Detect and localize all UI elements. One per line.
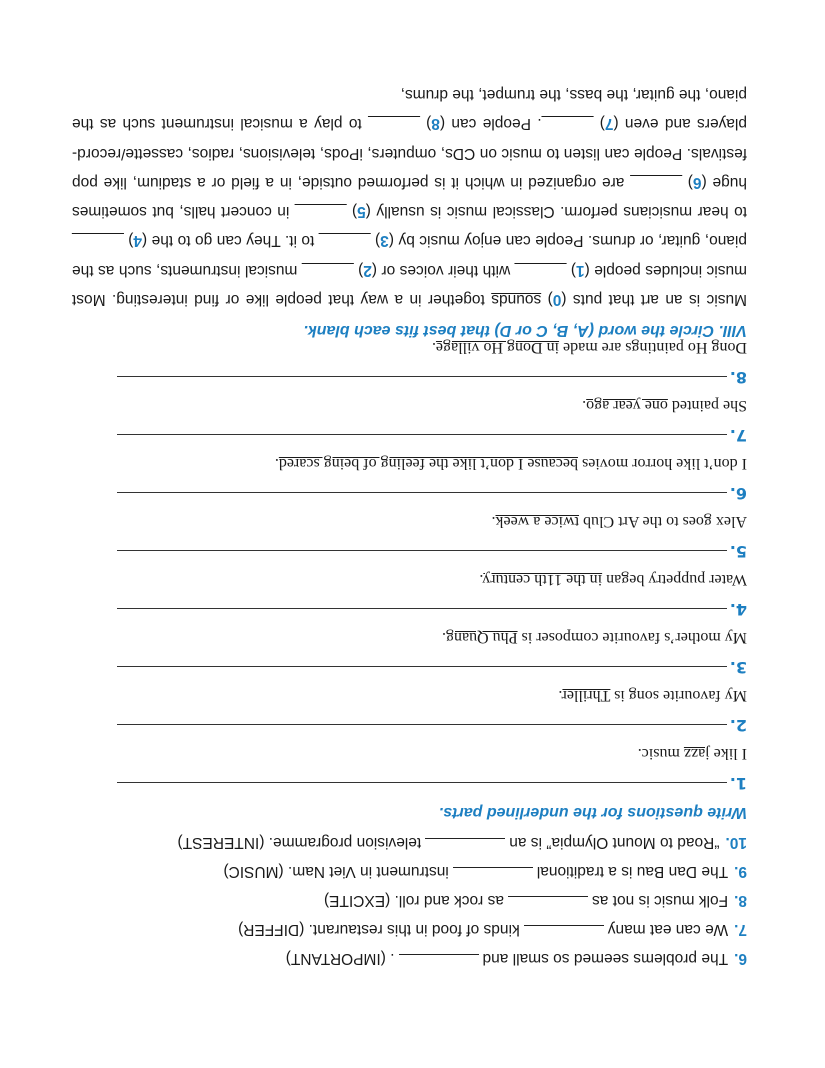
answer-line[interactable] [117, 492, 727, 494]
question-4: 4. Water puppetry began in the 11th century. [72, 564, 747, 622]
fill-item-6: 6.The problems seemed so small and. (IMPORTANT) [72, 944, 747, 973]
question-8: 8. Dong Ho paintings are made in Dong Ho village. [72, 332, 747, 390]
answer-line[interactable] [117, 782, 727, 784]
fill-item-8: 8.Folk music is not asas rock and roll. (EXCITE) [72, 886, 747, 915]
underlined-part: Thriller [562, 687, 611, 704]
fill-in-section [72, 828, 747, 973]
underlined-part: twice a week [495, 513, 580, 530]
questions-section [72, 332, 747, 828]
fill-item-10: 10.“Road to Mount Olympia” is antelevision programme. (INTEREST) [72, 828, 747, 857]
underlined-part: because I don’t like the feeling of being scared [278, 455, 578, 472]
answer-line[interactable] [117, 376, 727, 378]
question-5: 5. Alex goes to the Art Club twice a week. [72, 506, 747, 564]
answer-line[interactable] [117, 434, 727, 436]
answer-line[interactable] [117, 550, 727, 552]
underlined-part: in the 11th century [483, 571, 603, 588]
underlined-part: Phu Quang [446, 629, 518, 646]
fill-item-9: 9.The Dan Bau is a traditionalinstrument in Viet Nam. (MUSIC) [72, 857, 747, 886]
section-viii-heading: VIII. Circle the word (A, B, C or D) that best fits each blank. [303, 322, 747, 339]
answer-blank[interactable] [508, 896, 588, 913]
answer-line[interactable] [117, 724, 727, 726]
answer-blank[interactable] [399, 954, 479, 971]
question-2: 2. My favourite song is Thriller. [72, 680, 747, 738]
underlined-part: jazz [683, 745, 710, 762]
underlined-part: one year ago [586, 397, 668, 414]
question-7: 7. She painted one year ago. [72, 390, 747, 448]
question-3: 3. My mother’s favourite composer is Phu Quang. [72, 622, 747, 680]
music-passage: Music is an art that puts (0) sounds together in a way that people like or find interesting. Most music includes people (1) ______ with their voices or (2) ______ musical instruments, such as the piano, guitar, or drums. People can enjoy music by (3) ______ to it. They can go to the (4) ______ to hear musicians perform. Classical music is usually (5) ______ in concert halls, but sometimes huge (6) ______ are organized in which it is performed outside, in a field or a stadium, like pop festivals. People can listen to music on CDs, omputers, iPods, televisions, radios, cassette/record-players and even (7) ______. People can (8) ______ to play a musical instrument such as the piano, the guitar, the bass, the trumpet, the drums, [72, 85, 747, 308]
answer-line[interactable] [117, 666, 727, 668]
underlined-part: in Dong Ho village [435, 339, 560, 356]
answer-blank[interactable] [453, 867, 533, 884]
question-6: 6. I don’t like horror movies because I don’t like the feeling of being scared. [72, 448, 747, 506]
answer-blank[interactable] [524, 925, 604, 942]
answer-line[interactable] [117, 608, 727, 610]
fill-item-7: 7.We can eat manykinds of food in this restaurant. (DIFFER) [72, 915, 747, 944]
question-1: 1. I like jazz music. [72, 738, 747, 796]
questions-heading: Write questions for the underlined parts. [438, 804, 747, 821]
section-viii [72, 80, 747, 346]
answer-blank[interactable] [425, 838, 505, 855]
